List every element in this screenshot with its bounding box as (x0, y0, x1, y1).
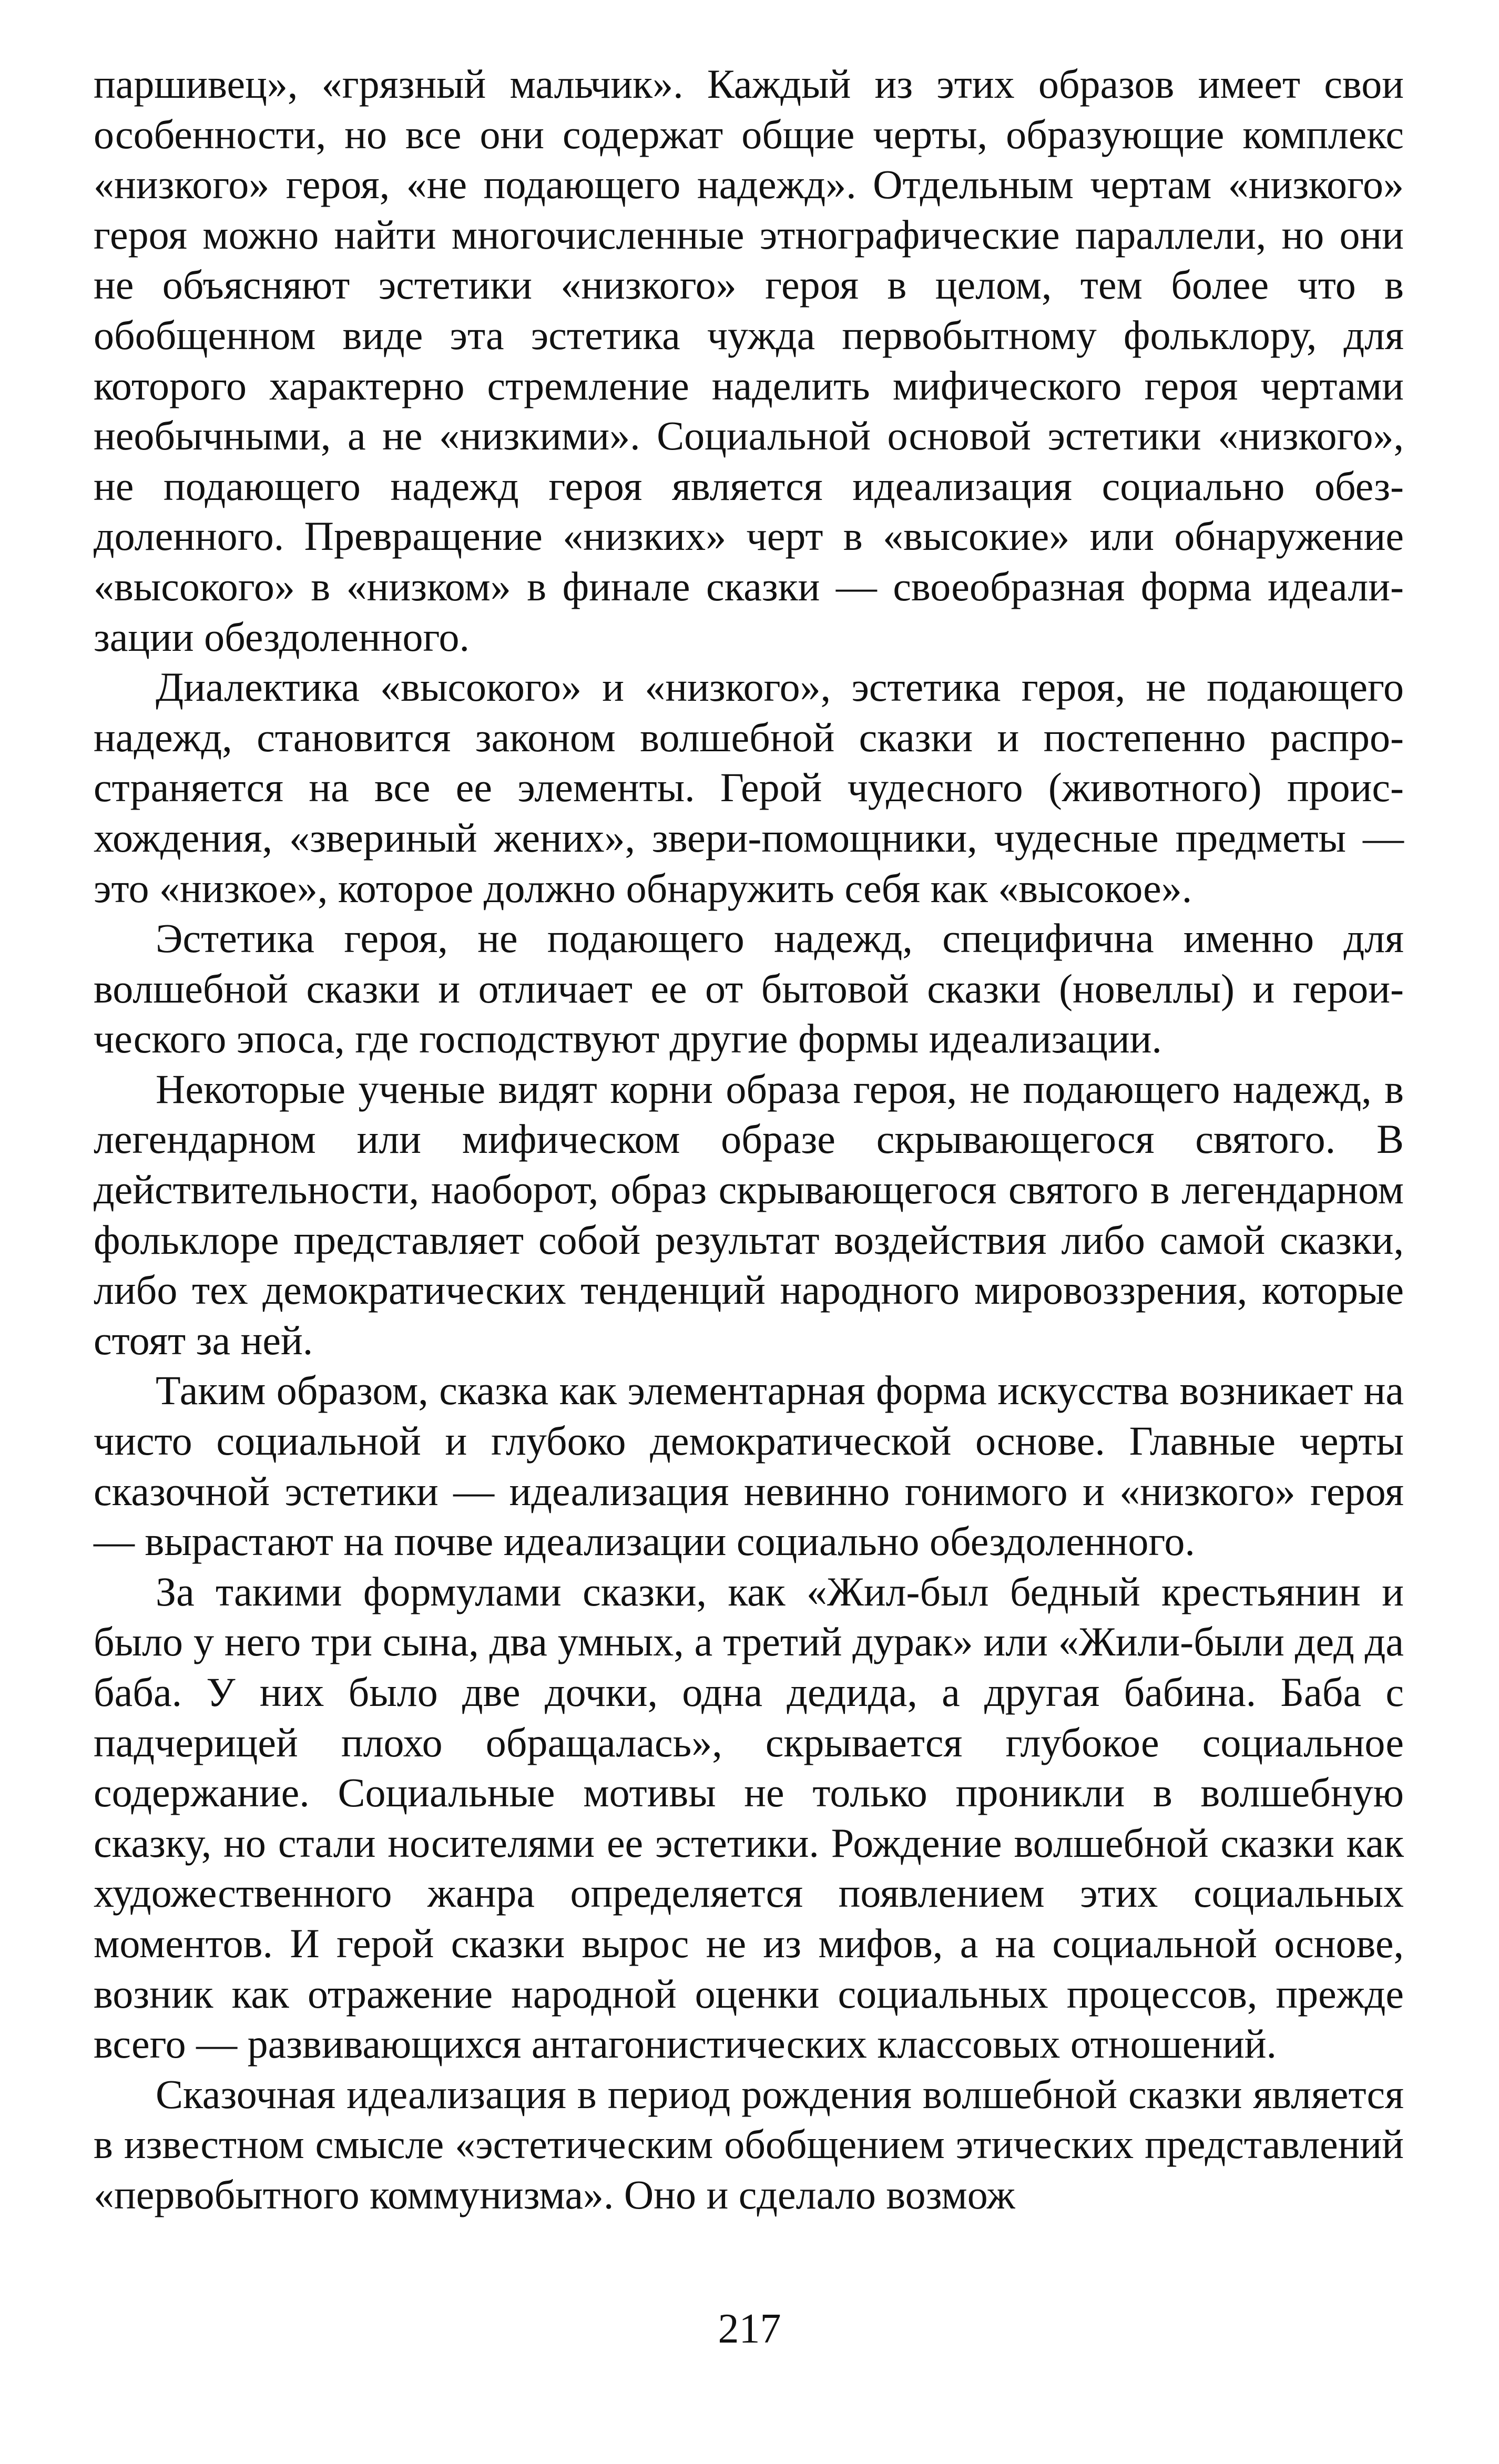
page-number: 217 (718, 2306, 781, 2352)
paragraph: Эстетика героя, не подающего надежд, специфична именно для волшебной сказки и отличает ее от бытовой сказки (новеллы) и героического эпоса, где господствуют другие формы идеализации. (94, 915, 1404, 1062)
paragraph: Таким образом, сказка как элементарная форма искусства возникает на чисто социальной и глубоко демократической основе. Главные черты сказочной эстетики — идеализация невинно гонимого и «низкого» героя — вырастают на почве идеализации социально обездоленного. (94, 1367, 1404, 1565)
paragraph: паршивец», «грязный мальчик». Каждый из этих образов имеет свои особенности, но все они содержат общие черты, образующие комплекс «низкого» героя, «не подающего надежд». Отдельным чертам «низкого» героя можно найти многочисленные этнографические параллели, но они не объясняют эстетики «низкого» героя в целом, тем более что в обобщенном виде эта эстетика чужда первобытному фольклору, для которого характерно стремление наделить мифического героя чертами необычными, а не «низкими». Социальной основой эстетики «низкого», не подающего надежд героя является идеализация социально обездоленного. Превращение «низких» черт в «высокие» или обнаружение «высокого» в «низком» в финале сказки — своеобразная форма идеализации обездоленного. (94, 61, 1404, 660)
paragraph: За такими формулами сказки, как «Жил-был бедный крестьянин и было у него три сына, два умных, а третий дурак» или «Жили-были дед да баба. У них было две дочки, одна дедида, а другая бабина. Баба с падчерицей плохо обращалась», скрывается глубокое социальное содержание. Социальные мотивы не только проникли в волшебную сказку, но стали носителями ее эстетики. Рождение волшебной сказки как художественного жанра определяется появлением этих социальных моментов. И герой сказки вырос не из мифов, а на социальной основе, возник как отражение народной оценки социальных процессов, прежде всего — развивающихся антагонистических классовых отношений. (94, 1568, 1404, 2067)
page-text (94, 59, 1404, 2220)
paragraph: Некоторые ученые видят корни образа героя, не подающего надежд, в легендарном или мифическом образе скрывающегося святого. В действительности, наоборот, образ скрывающегося святого в легендарном фольклоре представляет собой результат воздействия либо самой сказки, либо тех демократических тенденций народного мировоззрения, которые стоят за ней. (94, 1066, 1404, 1363)
paragraph: Сказочная идеализация в период рождения волшебной сказки является в известном смысле «эстетическим обобщением этических представлений «первобытного коммунизма». Оно и сделало возмож (94, 2071, 1404, 2217)
paragraph: Диалектика «высокого» и «низкого», эстетика героя, не подающего надежд, становится законом волшебной сказки и постепенно распространяется на все ее элементы. Герой чудесного (животного) происхождения, «звериный жених», звери-помощники, чудесные предметы — это «низкое», которое должно обнаружить себя как «высокое». (94, 664, 1404, 911)
